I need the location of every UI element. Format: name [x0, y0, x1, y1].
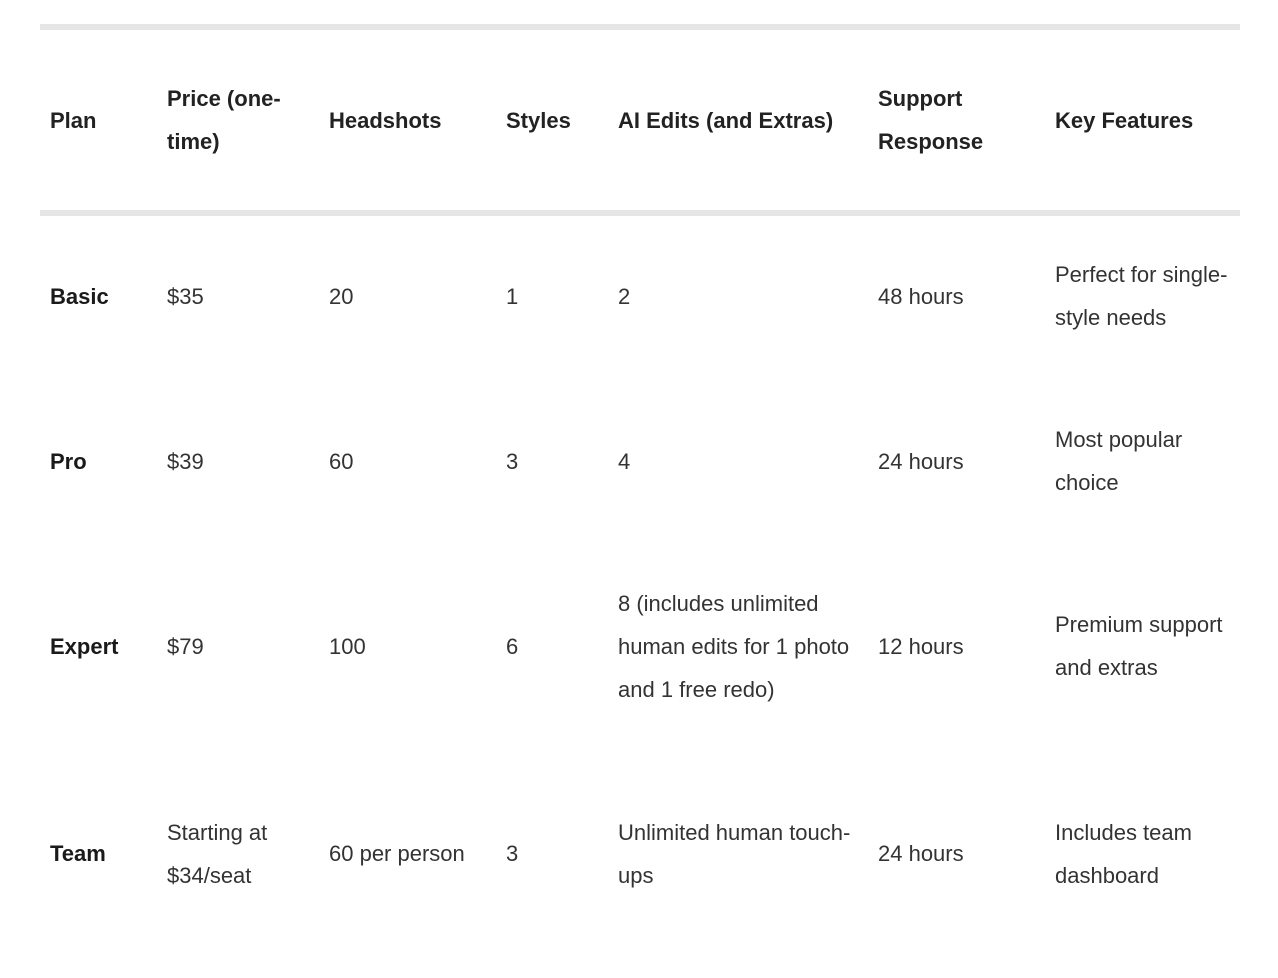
table-row-basic	[40, 216, 1240, 376]
support-response-cell: 24 hours	[878, 841, 964, 866]
pricing-table-container	[40, 24, 1240, 961]
plan-name-cell: Basic	[50, 283, 109, 309]
ai-edits-cell: 8 (includes unlimited human edits for 1 photo and 1 free redo)	[618, 590, 850, 702]
ai-edits-cell: 2	[618, 283, 631, 309]
styles-cell: 1	[506, 283, 519, 309]
headshots-cell: 20	[329, 283, 354, 309]
support-response-cell: 24 hours	[878, 448, 964, 474]
ai-edits-cell: 4	[618, 448, 631, 474]
plan-name-cell: Expert	[50, 633, 119, 659]
column-header-price: Price (one-time)	[167, 86, 281, 154]
styles-cell: 3	[506, 448, 519, 474]
pricing-table-body	[40, 216, 1240, 961]
column-header-plan: Plan	[50, 107, 97, 133]
styles-cell: 6	[506, 633, 519, 659]
headshots-cell: 60 per person	[329, 841, 465, 866]
ai-edits-cell: Unlimited human touch-ups	[618, 819, 851, 888]
column-header-styles: Styles	[506, 107, 571, 133]
price-cell: $39	[167, 448, 204, 474]
price-cell: $35	[167, 283, 204, 309]
table-row-team	[40, 746, 1240, 961]
column-header-key-features: Key Features	[1055, 107, 1194, 133]
column-header-ai-edits: AI Edits (and Extras)	[618, 107, 834, 133]
key-features-cell: Premium support and extras	[1055, 612, 1223, 680]
column-header-headshots: Headshots	[329, 107, 442, 133]
plan-name-cell: Team	[50, 841, 106, 866]
headshots-cell: 60	[329, 448, 354, 474]
support-response-cell: 12 hours	[878, 633, 964, 659]
price-cell: $79	[167, 633, 204, 659]
headshots-cell: 100	[329, 633, 366, 659]
key-features-cell: Most popular choice	[1055, 427, 1183, 495]
support-response-cell: 48 hours	[878, 283, 964, 309]
pricing-comparison-table	[40, 30, 1240, 210]
key-features-cell: Perfect for single-style needs	[1055, 262, 1228, 330]
price-cell: Starting at $34/seat	[167, 819, 268, 888]
column-header-support-response: Support Response	[878, 86, 984, 154]
key-features-cell: Includes team dashboard	[1055, 819, 1192, 888]
table-header-row	[40, 30, 1240, 210]
table-row-expert	[40, 546, 1240, 746]
styles-cell: 3	[506, 841, 519, 866]
table-row-pro	[40, 376, 1240, 546]
plan-name-cell: Pro	[50, 448, 87, 474]
